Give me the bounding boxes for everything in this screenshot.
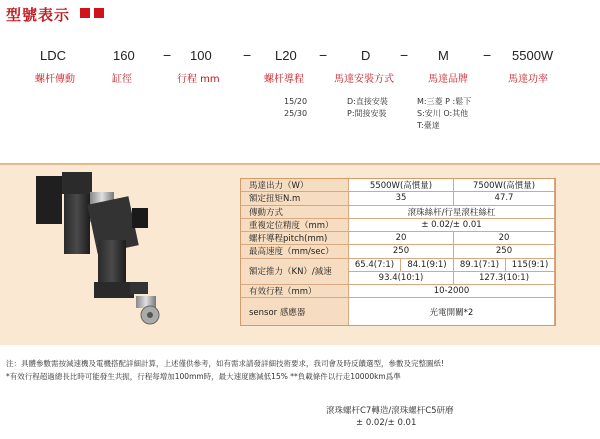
code-part-lead: L20 [275,48,297,63]
spec-cell: 20 [454,232,555,245]
title-square-icon [80,8,90,18]
spec-cell: 115(9:1) [506,259,555,272]
spec-cell: 89.1(7:1) [454,259,506,272]
spec-cell: 47.7 [454,192,555,205]
spec-label-drive: 傳動方式 [241,206,349,219]
spec-cell: 93.4(10:1) [349,272,454,285]
actuator-product-image [34,170,169,340]
code-label-bore: 缸徑 [112,74,132,85]
code-dash: − [319,47,328,63]
spec-cell: 250 [454,245,555,258]
spec-label-speed: 最高速度（mm/sec） [241,245,349,258]
lead-option: 25/30 [284,109,308,118]
code-part-series: LDC [40,48,67,63]
code-dash: − [483,47,492,63]
code-label-stroke: 行程 mm [177,74,220,85]
code-label-power: 馬達功率 [508,74,548,85]
code-part-stroke: 100 [190,48,212,63]
code-part-mount: D [361,48,371,63]
page-title: 型號表示 [6,6,71,24]
spec-label-repeat: 重複定位精度（mm） [241,219,349,232]
code-dash: − [163,47,172,63]
mount-option: P:間接安裝 [347,109,387,118]
code-label-brand: 馬達品牌 [428,74,468,85]
footer-line: ± 0.02/± 0.01 [356,418,417,428]
spec-band-border [0,163,600,165]
spec-label-power: 馬達出力（W） [241,179,349,192]
footer-line: 滾珠螺杆C7轉造/滾珠螺杆C5研磨 [326,406,454,416]
brand-option: T:臺達 [417,121,440,130]
lead-option: 15/20 [284,97,308,106]
spec-cell: ± 0.02/± 0.01 [349,219,555,232]
code-label-series: 螺杆傳動 [35,74,75,85]
code-part-bore: 160 [113,48,135,63]
code-dash: − [400,47,409,63]
spec-label-torque: 額定扭矩N.m [241,192,349,205]
spec-cell: 84.1(9:1) [401,259,454,272]
spec-label-thrust: 額定推力（KN）/減速 [241,259,349,286]
spec-cell: 光電開關*2 [349,298,555,325]
mount-option: D:直接安裝 [347,97,388,106]
spec-cell: 滾珠絲杆/行星滾柱絲杠 [349,206,555,219]
note-text: *有效行程超過總長比時可能發生共振，行程每增加100mm時，最大速度應減低15% **負載條件以行走10000km爲準 [6,372,401,381]
brand-option: S:安川 O:其他 [417,109,469,118]
title-square-icon [94,8,104,18]
spec-table [240,178,556,326]
note-text: 注：具體參數需按減速機及電機搭配詳細計算，上述僅供參考，如有需求請發詳細技術要求，我司會及時反饋選型，參數及完整圖紙! [6,359,445,368]
code-label-mount: 馬達安裝方式 [334,74,394,85]
code-dash: − [243,47,252,63]
spec-label-sensor: sensor 感應器 [241,298,349,325]
spec-cell: 5500W(高慣量) [349,179,454,192]
code-part-power: 5500W [512,48,554,63]
spec-cell: 65.4(7:1) [349,259,401,272]
spec-cell: 20 [349,232,454,245]
code-part-brand: M [438,48,449,63]
code-label-lead: 螺杆導程 [264,74,304,85]
spec-label-stroke: 有效行程（mm） [241,285,349,298]
spec-cell: 127.3(10:1) [454,272,555,285]
spec-label-pitch: 螺杆導程pitch(mm) [241,232,349,245]
spec-cell: 250 [349,245,454,258]
spec-cell: 10-2000 [349,285,555,298]
brand-option: M:三菱 P :鬆下 [417,97,472,106]
spec-cell: 35 [349,192,454,205]
spec-cell: 7500W(高慣量) [454,179,555,192]
